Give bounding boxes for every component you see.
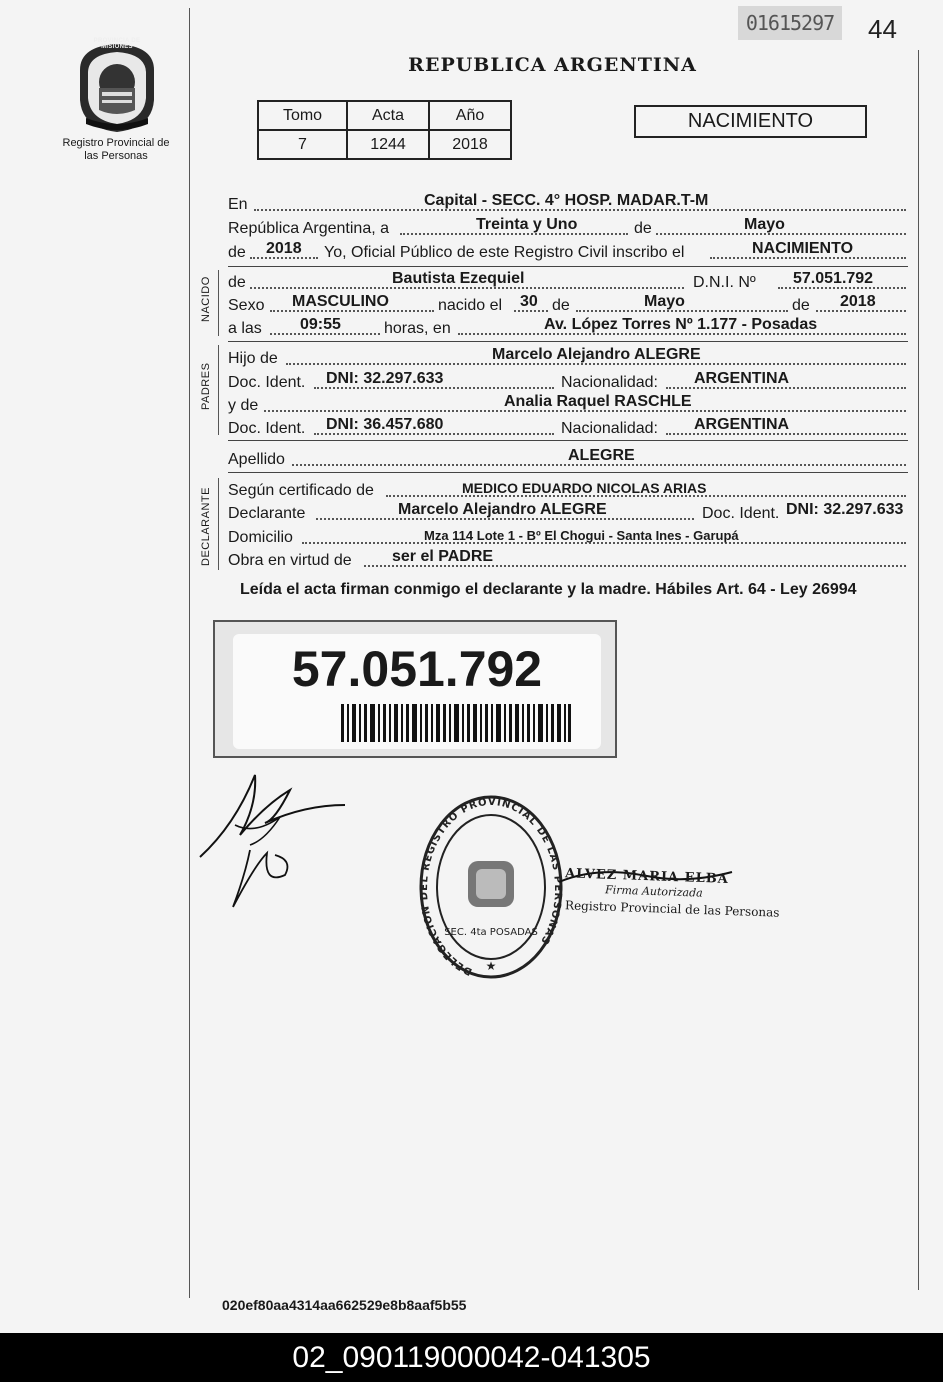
- acta-header: Acta: [347, 101, 429, 130]
- anio-value: 2018: [429, 130, 511, 159]
- value-padre: Marcelo Alejandro ALEGRE: [492, 346, 701, 363]
- left-margin-rule: [189, 8, 190, 1298]
- label-dni: D.N.I. Nº: [693, 274, 756, 291]
- value-nac-anio: 2018: [840, 293, 876, 310]
- value-dni: 57.051.792: [793, 270, 874, 287]
- authorized-signature-block: [564, 866, 780, 920]
- value-lugar-nac: Av. López Torres Nº 1.177 - Posadas: [544, 316, 818, 333]
- anio-header: Año: [429, 101, 511, 130]
- barcode-icon: [341, 704, 571, 742]
- label-de-4: de: [552, 297, 570, 314]
- value-tipo: NACIMIENTO: [752, 240, 854, 257]
- value-lugar: Capital - SECC. 4° HOSP. MADAR.T-M: [424, 192, 709, 209]
- document-hash: 020ef80aa4314aa662529e8b8aaf5b55: [222, 1297, 467, 1313]
- side-label-padres: PADRES: [200, 362, 212, 410]
- record-type-box: NACIMIENTO: [634, 105, 867, 138]
- stamp-org: Registro Provincial de las Personas: [564, 898, 780, 920]
- value-nac-mes: Mayo: [644, 293, 685, 310]
- row-inscribo: [228, 240, 908, 262]
- row-apellido: [228, 447, 908, 469]
- value-domicilio: Mza 114 Lote 1 - Bº El Chogui - Santa Ines - Garupá: [424, 528, 739, 543]
- official-stamp: [418, 795, 564, 985]
- label-y-de: y de: [228, 397, 259, 414]
- label-de-3: de: [228, 274, 246, 291]
- side-label-declarante: DECLARANTE: [200, 487, 212, 566]
- value-declarante: Marcelo Alejandro ALEGRE: [398, 501, 607, 518]
- label-segun: Según certificado de: [228, 482, 374, 499]
- value-padre-nac: ARGENTINA: [694, 370, 790, 387]
- value-padre-doc: DNI: 32.297.633: [326, 370, 444, 387]
- label-de-5: de: [792, 297, 810, 314]
- misiones-seal-logo: [72, 40, 162, 135]
- section-divider: [228, 341, 908, 342]
- label-republica: República Argentina, a: [228, 220, 389, 237]
- label-de-1: de: [634, 220, 652, 237]
- padres-bar: [218, 345, 219, 435]
- label-apellido: Apellido: [228, 451, 285, 468]
- label-de-2: de: [228, 244, 246, 261]
- section-divider: [228, 472, 908, 473]
- row-lugar: [228, 192, 908, 214]
- signature-declarante: [195, 765, 355, 915]
- section-divider: [228, 440, 908, 441]
- stamp-name: ALVEZ MARIA ELBA: [564, 866, 730, 887]
- sticker-number: 57.051.792: [291, 641, 543, 697]
- tomo-value: 7: [258, 130, 347, 159]
- stamp-center-text: SEC. 4ta POSADAS: [444, 927, 538, 938]
- row-obra: [228, 548, 908, 570]
- value-madre: Analia Raquel RASCHLE: [504, 393, 692, 410]
- value-madre-doc: DNI: 36.457.680: [326, 416, 444, 433]
- acta-value: 1244: [347, 130, 429, 159]
- row-declarante: [228, 501, 908, 523]
- row-nombre: [228, 270, 908, 292]
- label-nacionalidad-2: Nacionalidad:: [561, 420, 658, 437]
- row-domicilio: [228, 525, 908, 547]
- value-obra: ser el PADRE: [392, 548, 494, 565]
- row-madre: [228, 393, 908, 415]
- stamp-role: Firma Autorizada: [604, 883, 703, 900]
- label-en: En: [228, 196, 248, 213]
- value-mes: Mayo: [744, 216, 785, 233]
- row-hora: [228, 316, 908, 338]
- label-doc-ident-3: Doc. Ident.: [702, 505, 780, 522]
- side-label-nacido: NACIDO: [200, 276, 212, 322]
- label-doc-ident-1: Doc. Ident.: [228, 374, 306, 391]
- label-doc-ident-2: Doc. Ident.: [228, 420, 306, 437]
- label-a-las: a las: [228, 320, 262, 337]
- label-sexo: Sexo: [228, 297, 265, 314]
- row-madre-doc: [228, 416, 908, 438]
- serial-number: 01615297: [738, 6, 842, 40]
- label-obra: Obra en virtud de: [228, 552, 352, 569]
- value-sexo: MASCULINO: [292, 293, 389, 310]
- document-title: REPUBLICA ARGENTINA: [408, 54, 697, 76]
- label-nacido-el: nacido el: [438, 297, 503, 314]
- label-oficial: Yo, Oficial Público de este Registro Civil inscribo el: [324, 244, 685, 261]
- registry-caption: Registro Provincial de las Personas: [62, 137, 170, 162]
- label-domicilio: Domicilio: [228, 529, 293, 546]
- label-horas-en: horas, en: [384, 320, 451, 337]
- value-anio: 2018: [266, 240, 302, 257]
- value-certificado: MEDICO EDUARDO NICOLAS ARIAS: [462, 480, 707, 496]
- nacido-bar: [218, 270, 219, 336]
- declarante-bar: [218, 478, 219, 570]
- label-declarante: Declarante: [228, 505, 306, 522]
- dni-sticker: [213, 620, 617, 758]
- document-id-footer: 02_090119000042-041305: [0, 1333, 943, 1382]
- record-table: [257, 100, 512, 160]
- row-certificado: [228, 478, 908, 500]
- value-apellido: ALEGRE: [568, 447, 635, 464]
- closing-statement: Leída el acta firman conmigo el declarante y la madre. Hábiles Art. 64 - Ley 26994: [240, 581, 857, 598]
- value-madre-nac: ARGENTINA: [694, 416, 790, 433]
- value-dia: Treinta y Uno: [476, 216, 578, 233]
- label-nacionalidad-1: Nacionalidad:: [561, 374, 658, 391]
- value-declarante-doc: DNI: 32.297.633: [786, 501, 904, 518]
- label-hijo-de: Hijo de: [228, 350, 278, 367]
- row-fecha: [228, 216, 908, 238]
- row-padre-doc: [228, 370, 908, 392]
- value-hora: 09:55: [300, 316, 341, 333]
- right-margin-rule: [918, 50, 919, 1290]
- svg-text:★: ★: [485, 959, 497, 973]
- tomo-header: Tomo: [258, 101, 347, 130]
- seal-arc-text: PROVINCIA DE MISIONES: [93, 38, 141, 50]
- value-nombre: Bautista Ezequiel: [392, 270, 525, 287]
- stamp-ring-text: DELEGACION DEL REGISTRO PROVINCIAL DE LAS PERSONAS: [418, 796, 564, 977]
- value-nac-dia: 30: [520, 293, 538, 310]
- page-number: 44: [868, 14, 897, 44]
- row-padre: [228, 346, 908, 368]
- section-divider: [228, 266, 908, 267]
- row-sexo: [228, 293, 908, 315]
